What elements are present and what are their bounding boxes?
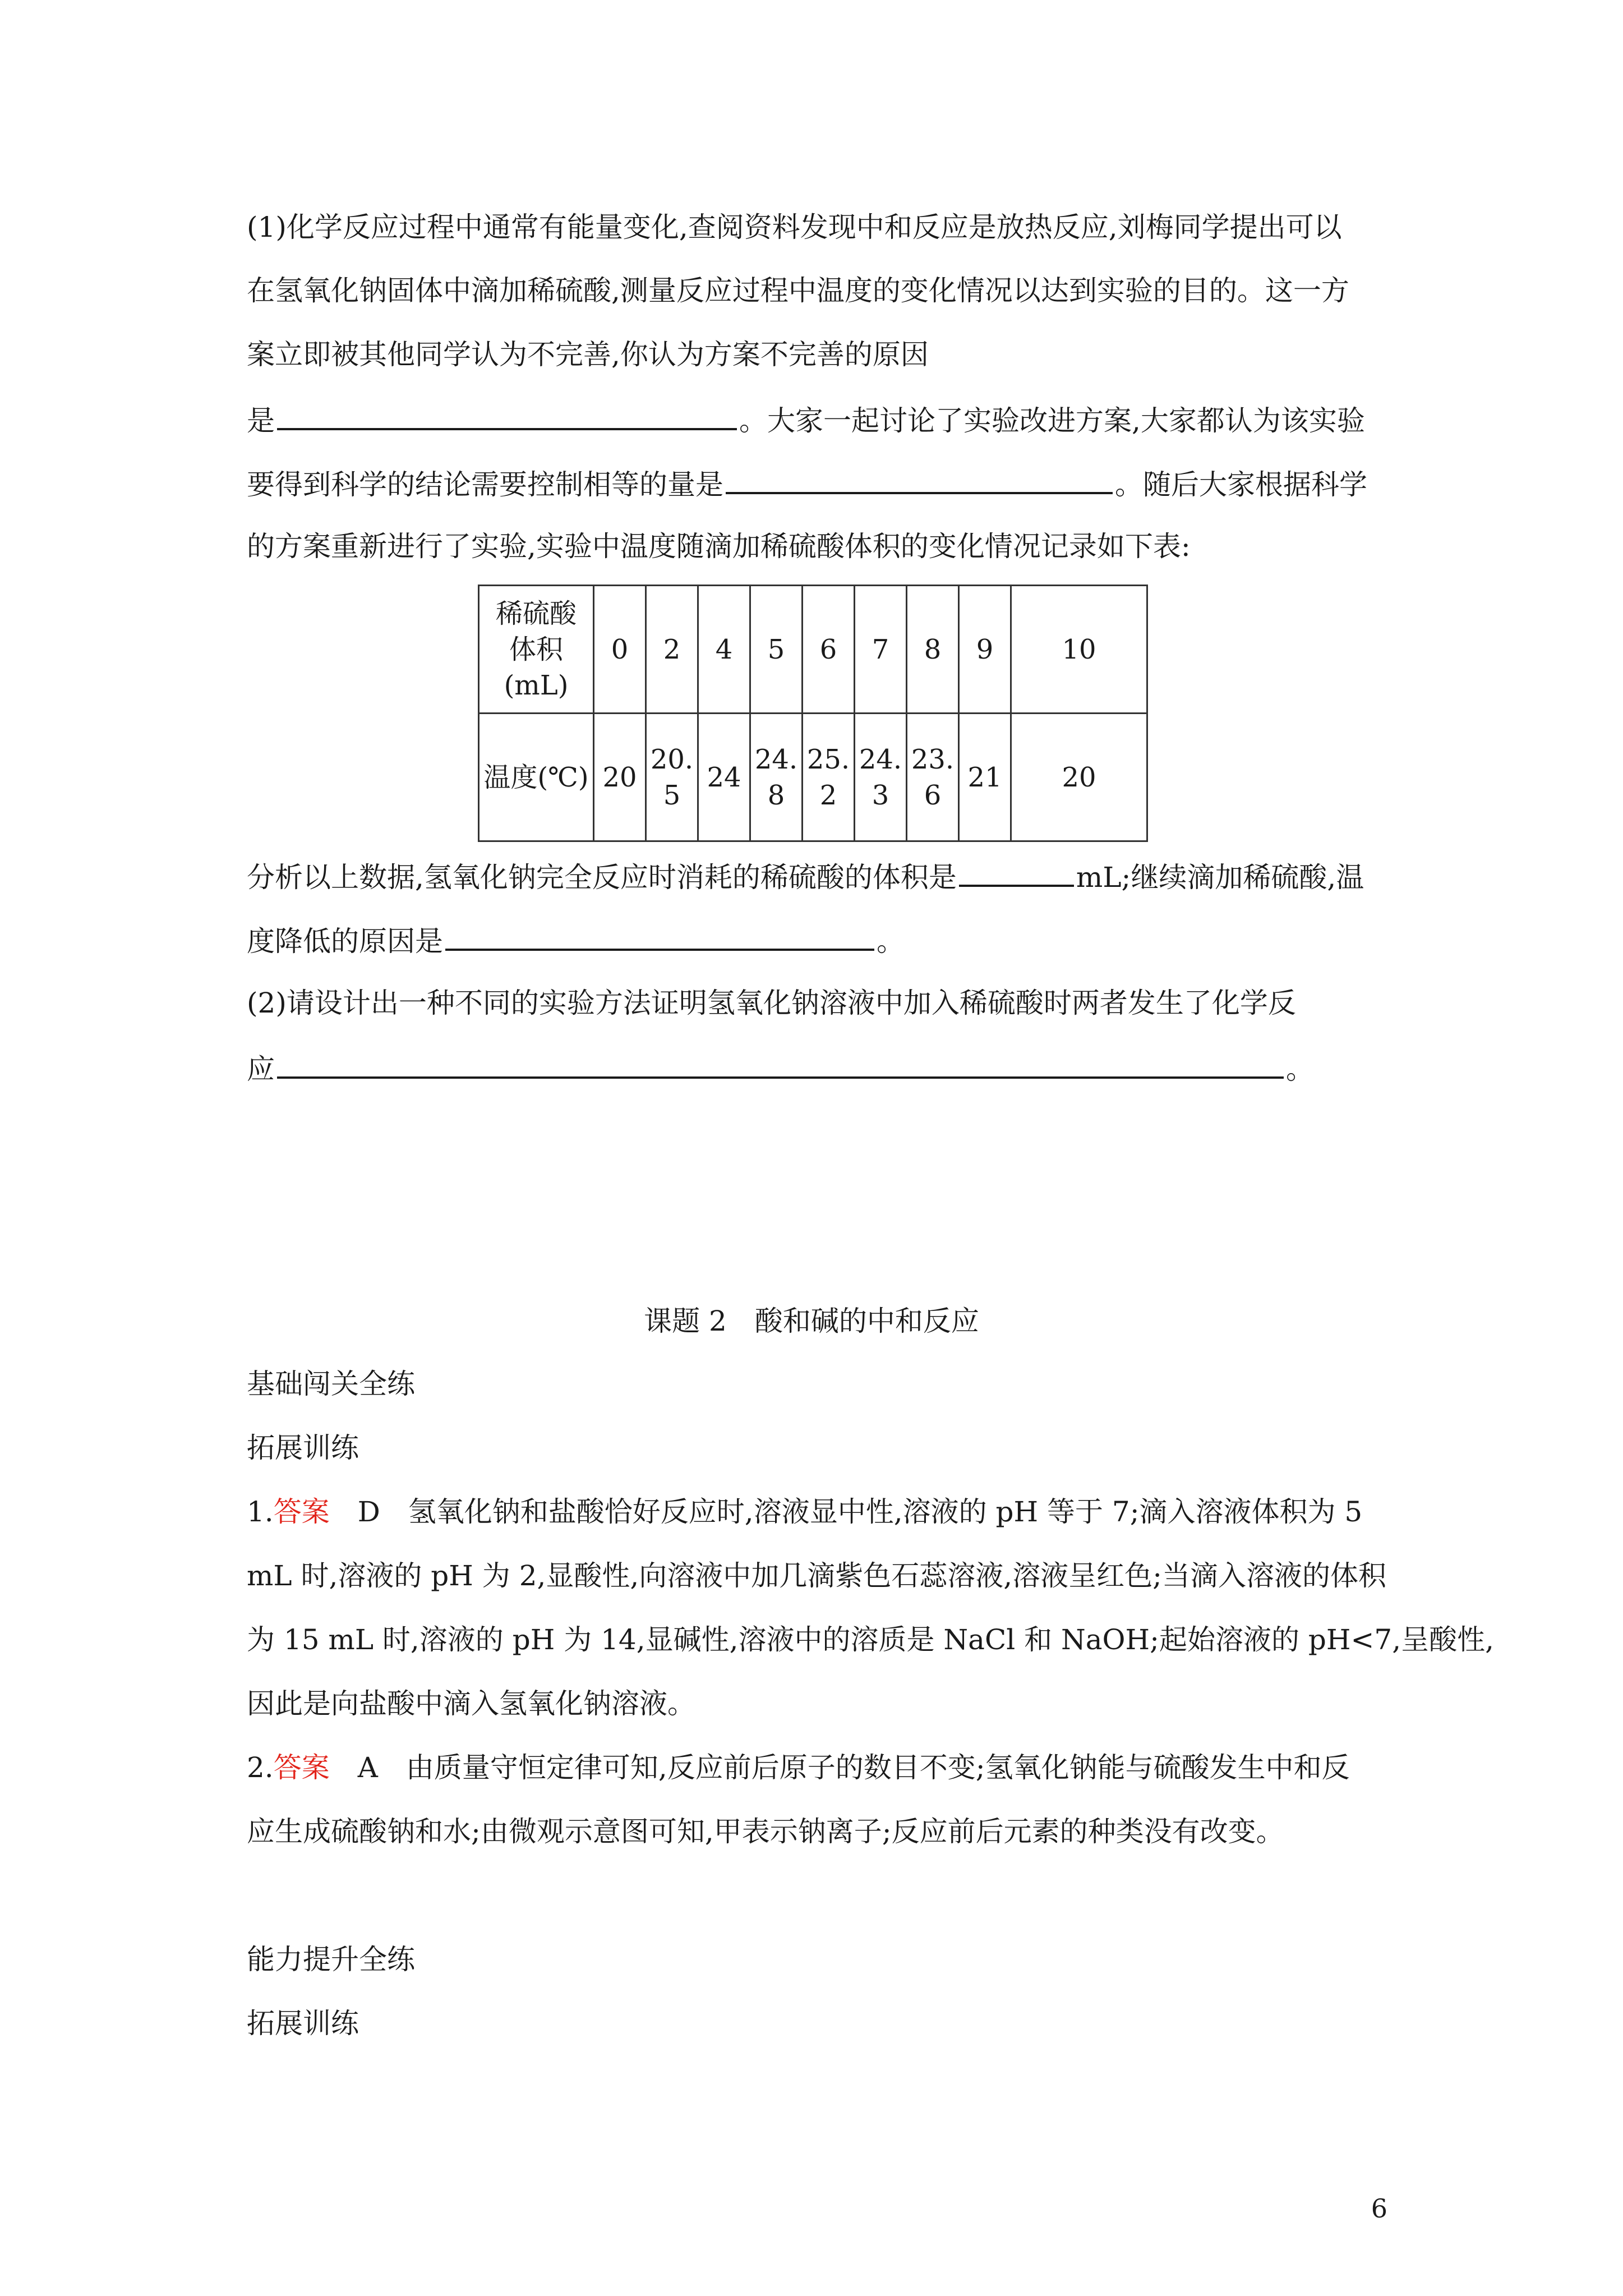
question-1-line-6: 的方案重新进行了实验,实验中温度随滴加稀硫酸体积的变化情况记录如下表: xyxy=(247,530,1191,563)
question-1-line-7 xyxy=(247,855,1402,897)
cell-line: 20 xyxy=(602,761,637,793)
text-fragment: D 氢氧化钠和盐酸恰好反应时,溶液显中性,溶液的 pH 等于 7;滴入溶液体积为 5 xyxy=(329,1496,1363,1528)
table-cell: 10 xyxy=(1011,586,1147,714)
answer-2-line-1 xyxy=(247,1748,1402,1787)
answer-blank-temp-drop-reason[interactable] xyxy=(445,919,874,951)
cell-line: 24. xyxy=(754,743,798,775)
heading-basic-practice: 基础闯关全练 xyxy=(247,1368,415,1400)
text-fragment: mL;继续滴加稀硫酸,温 xyxy=(1076,861,1364,894)
answer-blank-reason[interactable] xyxy=(277,399,737,430)
text-fragment: 要得到科学的结论需要控制相等的量是 xyxy=(247,468,723,501)
question-1-line-4 xyxy=(247,399,1402,440)
answer-number: 2. xyxy=(247,1751,274,1784)
question-2-line-1: (2)请设计出一种不同的实验方法证明氢氧化钠溶液中加入稀硫酸时两者发生了化学反 xyxy=(247,987,1296,1019)
table-cell: 2 xyxy=(646,586,698,714)
question-1-line-8 xyxy=(247,919,1402,961)
table-cell xyxy=(959,714,1011,841)
question-2-line-2 xyxy=(247,1047,1402,1089)
question-1-line-1: (1)化学反应过程中通常有能量变化,查阅资料发现中和反应是放热反应,刘梅同学提出可以 xyxy=(247,211,1342,243)
text-fragment: 。大家一起讨论了实验改进方案,大家都认为该实验 xyxy=(739,404,1365,437)
answer-1-line-1 xyxy=(247,1492,1402,1531)
header-line: 稀硫酸 xyxy=(495,597,577,629)
cell-line: 3 xyxy=(872,779,889,811)
cell-line: 23. xyxy=(911,743,955,775)
table-cell xyxy=(803,714,855,841)
table-header-temperature: 温度(℃) xyxy=(479,714,594,841)
answer-blank-volume[interactable] xyxy=(959,855,1074,887)
cell-line: 20. xyxy=(650,743,694,775)
text-fragment: 度降低的原因是 xyxy=(247,925,443,958)
table-cell xyxy=(698,714,750,841)
answer-blank-controlled-quantity[interactable] xyxy=(726,463,1113,494)
table-cell: 4 xyxy=(698,586,750,714)
header-line: 体积(mL) xyxy=(504,633,569,701)
table-cell: 9 xyxy=(959,586,1011,714)
question-1-line-2: 在氢氧化钠固体中滴加稀硫酸,测量反应过程中温度的变化情况以达到实验的目的。这一方 xyxy=(247,274,1349,307)
cell-line: 6 xyxy=(924,779,942,811)
table-cell: 0 xyxy=(594,586,646,714)
page-number: 6 xyxy=(1371,2193,1387,2224)
answer-label: 答案 xyxy=(273,1496,330,1528)
table-row-volume xyxy=(479,586,1147,714)
table-cell xyxy=(855,714,907,841)
data-table xyxy=(478,585,1148,842)
cell-line: 2 xyxy=(819,779,837,811)
cell-line: 25. xyxy=(806,743,850,775)
table-header-volume xyxy=(479,586,594,714)
heading-extension-training-2: 拓展训练 xyxy=(247,2007,359,2040)
text-fragment: A 由质量守恒定律可知,反应前后原子的数目不变;氢氧化钠能与硫酸发生中和反 xyxy=(329,1751,1350,1784)
table-cell: 7 xyxy=(855,586,907,714)
cell-line: 20 xyxy=(1062,761,1096,793)
heading-ability-practice: 能力提升全练 xyxy=(247,1943,415,1976)
cell-line: 8 xyxy=(767,779,785,811)
answer-2-line-2: 应生成硫酸钠和水;由微观示意图可知,甲表示钠离子;反应前后元素的种类没有改变。 xyxy=(247,1815,1284,1848)
text-fragment: 。随后大家根据科学 xyxy=(1115,468,1367,501)
text-fragment: 分析以上数据,氢氧化钠完全反应时消耗的稀硫酸的体积是 xyxy=(247,861,957,894)
cell-line: 5 xyxy=(663,779,681,811)
table-cell xyxy=(594,714,646,841)
section-title: 课题 2 酸和碱的中和反应 xyxy=(644,1305,979,1337)
question-1-line-3: 案立即被其他同学认为不完善,你认为方案不完善的原因 xyxy=(247,338,929,371)
answer-label: 答案 xyxy=(273,1751,330,1784)
table-cell xyxy=(1011,714,1147,841)
table-cell xyxy=(750,714,803,841)
table-cell: 6 xyxy=(803,586,855,714)
cell-line: 21 xyxy=(967,761,1002,793)
table-row-temperature xyxy=(479,714,1147,841)
answer-1-line-4: 因此是向盐酸中滴入氢氧化钠溶液。 xyxy=(247,1687,695,1720)
table-cell: 8 xyxy=(907,586,959,714)
answer-blank-method[interactable] xyxy=(277,1047,1284,1079)
answer-number: 1. xyxy=(247,1496,274,1528)
table-cell: 5 xyxy=(750,586,803,714)
answer-1-line-3: 为 15 mL 时,溶液的 pH 为 14,显碱性,溶液中的溶质是 NaCl 和 NaOH;起始溶液的 pH<7,呈酸性, xyxy=(247,1623,1494,1656)
text-fragment: 是 xyxy=(247,404,275,437)
cell-line: 24. xyxy=(859,743,902,775)
answer-1-line-2: mL 时,溶液的 pH 为 2,显酸性,向溶液中加几滴紫色石蕊溶液,溶液呈红色;当滴入溶液的体积 xyxy=(247,1559,1387,1592)
heading-extension-training: 拓展训练 xyxy=(247,1432,359,1464)
text-fragment: 。 xyxy=(1286,1053,1314,1085)
question-1-line-5 xyxy=(247,463,1402,504)
table-cell xyxy=(907,714,959,841)
table-cell xyxy=(646,714,698,841)
cell-line: 24 xyxy=(707,761,741,793)
text-fragment: 。 xyxy=(877,925,905,958)
text-fragment: 应 xyxy=(247,1053,275,1085)
